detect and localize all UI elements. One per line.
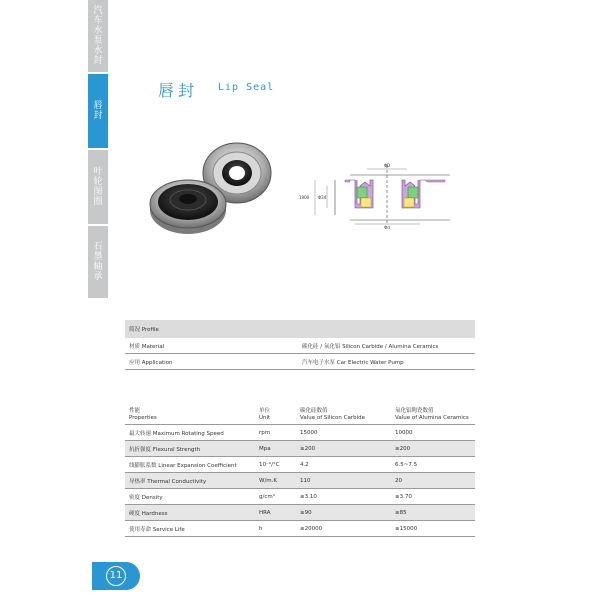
- sidebar: [88, 0, 108, 300]
- property-name: 抗折强度 Flexural Strength: [125, 441, 255, 457]
- tab-label: 唇封: [93, 101, 103, 121]
- property-sic: 4.2: [296, 457, 391, 473]
- profile-value: 汽车电子水泵 Car Electric Water Pump: [298, 354, 475, 370]
- property-unit: 10⁻⁶/°C: [255, 457, 296, 473]
- col-header-en: Properties: [129, 415, 157, 421]
- property-sic: ≥3.10: [296, 489, 391, 505]
- col-header-cn: 氧化铝陶瓷数值: [395, 408, 434, 414]
- property-unit: W/m.K: [255, 473, 296, 489]
- dim-bottom-label: Φd: [384, 225, 390, 230]
- dim-left-label: 1900: [299, 195, 310, 200]
- profile-value: 碳化硅 / 氧化铝 Silicon Carbide / Alumina Ceramics: [298, 338, 475, 354]
- page-title-en: Lip Seal: [218, 82, 275, 93]
- property-sic: 110: [296, 473, 391, 489]
- property-name: 线膨胀系数 Linear Expansion Coefficient: [125, 457, 255, 473]
- property-unit: h: [255, 521, 296, 537]
- page-number-badge: [92, 562, 140, 590]
- col-header-cn: 单位: [259, 408, 271, 414]
- col-header-alumina: [391, 406, 475, 425]
- product-photo: [140, 140, 280, 240]
- col-header-unit: [255, 406, 296, 425]
- profile-header-row: [125, 320, 475, 338]
- tab-graphite-bearing[interactable]: [88, 226, 108, 298]
- table-row: [125, 354, 475, 370]
- properties-table: [125, 406, 475, 537]
- tab-label: 汽车水泵水封: [93, 6, 103, 66]
- property-alumina: 20: [391, 473, 475, 489]
- property-alumina: ≥15000: [391, 521, 475, 537]
- page-title-cn: 唇封: [158, 81, 199, 100]
- property-alumina: 6.5~7.5: [391, 457, 475, 473]
- property-name: 硬度 Hardness: [125, 505, 255, 521]
- property-name: 导热率 Thermal Conductivity: [125, 473, 255, 489]
- property-sic: 15000: [296, 425, 391, 441]
- tab-label: 石墨轴承: [93, 242, 103, 282]
- page-number: 11: [106, 566, 126, 586]
- profile-table: [125, 320, 475, 370]
- properties-header-row: [125, 406, 475, 425]
- property-sic: ≥20000: [296, 521, 391, 537]
- profile-header: 简况 Profile: [125, 320, 475, 338]
- table-row: [125, 489, 475, 505]
- table-row: [125, 425, 475, 441]
- property-unit: g/cm³: [255, 489, 296, 505]
- property-unit: rpm: [255, 425, 296, 441]
- col-header-properties: [125, 406, 255, 425]
- property-unit: HRA: [255, 505, 296, 521]
- technical-drawing: [295, 160, 465, 230]
- property-sic: ≥90: [296, 505, 391, 521]
- dim-inner-label: Φ34: [318, 195, 327, 200]
- profile-label: 材质 Material: [125, 338, 298, 354]
- table-row: [125, 521, 475, 537]
- tab-lip-seal[interactable]: [88, 74, 108, 148]
- table-row: [125, 457, 475, 473]
- table-row: [125, 338, 475, 354]
- col-header-en: Unit: [259, 415, 271, 421]
- table-row: [125, 441, 475, 457]
- col-header-en: Value of Alumina Ceramics: [395, 415, 469, 421]
- col-header-en: Value of Silicon Carbide: [300, 415, 365, 421]
- col-header-sic: [296, 406, 391, 425]
- property-alumina: ≥3.70: [391, 489, 475, 505]
- col-header-cn: 碳化硅数值: [300, 408, 328, 414]
- property-name: 使用寿命 Service Life: [125, 521, 255, 537]
- tab-label: 叶轮图圈: [93, 167, 103, 207]
- property-alumina: ≥200: [391, 441, 475, 457]
- property-name: 密度 Density: [125, 489, 255, 505]
- table-row: [125, 505, 475, 521]
- dim-top-label: ΦD: [383, 163, 391, 168]
- property-sic: ≥200: [296, 441, 391, 457]
- tab-impeller-ring[interactable]: [88, 150, 108, 224]
- property-alumina: 10000: [391, 425, 475, 441]
- property-unit: Mpa: [255, 441, 296, 457]
- property-name: 最大转速 Maximum Rotating Speed: [125, 425, 255, 441]
- table-row: [125, 473, 475, 489]
- property-alumina: ≥85: [391, 505, 475, 521]
- profile-label: 应用 Application: [125, 354, 298, 370]
- tab-water-pump-seal[interactable]: [88, 0, 108, 72]
- col-header-cn: 性能: [129, 408, 141, 414]
